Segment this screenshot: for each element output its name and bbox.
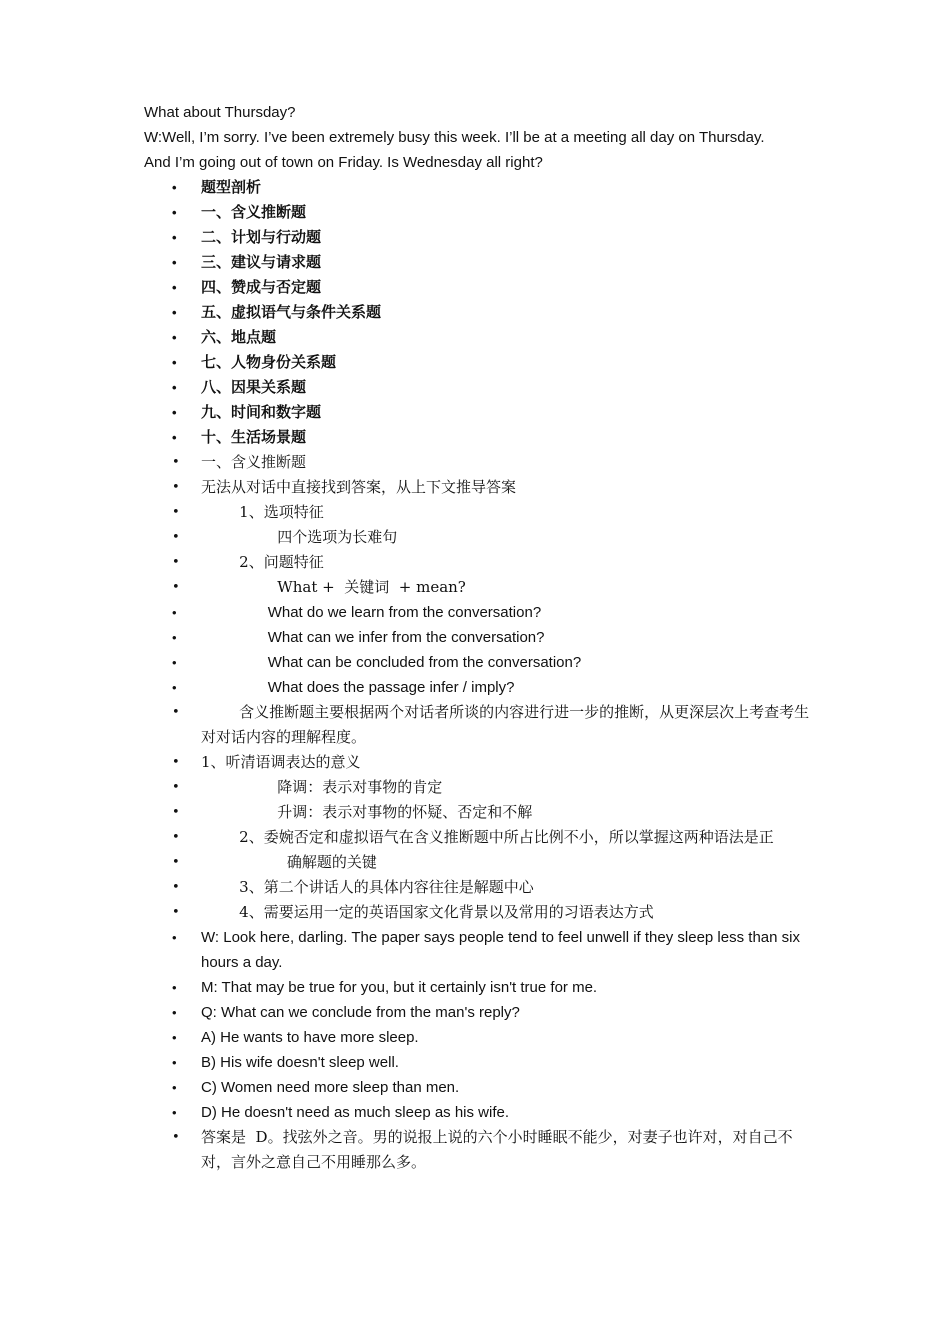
list-item — [144, 325, 814, 350]
list-item — [144, 925, 814, 975]
intro-line-3: And I’m going out of town on Friday. Is Wednesday all right? — [144, 154, 543, 171]
list-item-text: 十、生活场景题 — [201, 429, 307, 446]
list-item-text: 九、时间和数字题 — [201, 404, 322, 421]
list-item — [144, 550, 814, 575]
bullet-icon: • — [172, 180, 177, 195]
list-item-text: 七、人物身份关系题 — [201, 354, 337, 371]
list-item-text: 升调：表示对事物的怀疑、否定和不解 — [201, 803, 533, 821]
bullet-icon: • — [172, 330, 177, 345]
list-item — [144, 750, 814, 775]
list-item-text: M: That may be true for you, but it certainly isn't true for me. — [201, 979, 598, 996]
bullet-icon: • — [172, 555, 180, 570]
list-item — [144, 975, 814, 1000]
bullet-icon: • — [172, 1080, 177, 1095]
bullet-icon: • — [172, 1030, 177, 1045]
list-item-text: 确解题的关键 — [201, 853, 377, 871]
list-item-text: What do we learn from the conversation? — [201, 604, 542, 621]
list-item — [144, 275, 814, 300]
list-item — [144, 875, 814, 900]
list-item — [144, 225, 814, 250]
list-item-text: 一、含义推断题 — [201, 453, 307, 471]
bullet-icon: • — [172, 830, 180, 845]
bullet-icon: • — [172, 205, 177, 220]
list-item — [144, 1075, 814, 1100]
list-item — [144, 1050, 814, 1075]
list-item — [144, 250, 814, 275]
list-item — [144, 400, 814, 425]
list-item-text: 六、地点题 — [201, 329, 277, 346]
list-item — [144, 1125, 814, 1175]
list-item-text: What does the passage infer / imply? — [201, 679, 515, 696]
list-item-text: 2、问题特征 — [201, 553, 324, 571]
list-item — [144, 675, 814, 700]
bullet-icon: • — [172, 505, 180, 520]
list-item-text: 一、含义推断题 — [201, 204, 307, 221]
bullet-icon: • — [172, 480, 180, 495]
list-item — [144, 800, 814, 825]
bullet-list — [144, 175, 814, 1175]
list-item — [144, 200, 814, 225]
bullet-icon: • — [172, 305, 177, 320]
list-item-text: 二、计划与行动题 — [201, 229, 322, 246]
bullet-icon: • — [172, 1105, 177, 1120]
bullet-icon: • — [172, 1130, 180, 1145]
list-item — [144, 375, 814, 400]
list-item — [144, 775, 814, 800]
bullet-icon: • — [172, 805, 180, 820]
bullet-icon: • — [172, 255, 177, 270]
list-item — [144, 575, 814, 600]
list-item — [144, 625, 814, 650]
list-item-text: 四、赞成与否定题 — [201, 279, 322, 296]
list-item-text: 2、委婉否定和虚拟语气在含义推断题中所占比例不小，所以掌握这两种语法是正 — [201, 828, 774, 846]
bullet-icon: • — [172, 930, 177, 945]
bullet-icon: • — [172, 705, 180, 720]
bullet-icon: • — [172, 880, 180, 895]
list-item-text: 无法从对话中直接找到答案，从上下文推导答案 — [201, 478, 517, 496]
list-item-text: A) He wants to have more sleep. — [201, 1029, 419, 1046]
list-item — [144, 825, 814, 850]
list-item-text: What + 关键词 + mean? — [201, 578, 466, 596]
intro-line-1: What about Thursday? — [144, 104, 296, 121]
bullet-icon: • — [172, 680, 177, 695]
bullet-icon: • — [172, 530, 180, 545]
list-item — [144, 600, 814, 625]
list-item-text: 五、虚拟语气与条件关系题 — [201, 304, 382, 321]
list-item — [144, 1000, 814, 1025]
bullet-icon: • — [172, 455, 180, 470]
list-item-text: What can be concluded from the conversation? — [201, 654, 582, 671]
bullet-icon: • — [172, 1005, 177, 1020]
list-item-text: D) He doesn't need as much sleep as his wife. — [201, 1104, 510, 1121]
list-item-text: What can we infer from the conversation? — [201, 629, 545, 646]
bullet-icon: • — [172, 780, 180, 795]
list-item — [144, 900, 814, 925]
bullet-icon: • — [172, 1055, 177, 1070]
bullet-icon: • — [172, 380, 177, 395]
bullet-icon: • — [172, 405, 177, 420]
list-item-text: 八、因果关系题 — [201, 379, 307, 396]
list-item — [144, 700, 814, 750]
bullet-icon: • — [172, 605, 177, 620]
list-item — [144, 175, 814, 200]
list-item — [144, 850, 814, 875]
list-item — [144, 475, 814, 500]
list-item — [144, 450, 814, 475]
list-item-text: B) His wife doesn't sleep well. — [201, 1054, 399, 1071]
list-item-text: Q: What can we conclude from the man's reply? — [201, 1004, 520, 1021]
bullet-icon: • — [172, 655, 177, 670]
list-item — [144, 650, 814, 675]
bullet-icon: • — [172, 755, 180, 770]
list-item-text: C) Women need more sleep than men. — [201, 1079, 460, 1096]
list-item-text: 4、需要运用一定的英语国家文化背景以及常用的习语表达方式 — [201, 903, 654, 921]
list-item-text: W: Look here, darling. The paper says people tend to feel unwell if they sleep less than six hours a day. — [201, 929, 805, 971]
list-item — [144, 425, 814, 450]
list-item — [144, 1025, 814, 1050]
bullet-icon: • — [172, 630, 177, 645]
bullet-icon: • — [172, 855, 180, 870]
bullet-icon: • — [172, 430, 177, 445]
intro-line-2: W:Well, I’m sorry. I’ve been extremely busy this week. I’ll be at a meeting all day on Thursday. — [144, 129, 765, 146]
bullet-icon: • — [172, 905, 180, 920]
list-item-text: 1、选项特征 — [201, 503, 324, 521]
list-item-text: 含义推断题主要根据两个对话者所谈的内容进行进一步的推断，从更深层次上考查考生对对话内容的理解程度。 — [201, 703, 810, 746]
list-item — [144, 1100, 814, 1125]
list-item — [144, 525, 814, 550]
document-page — [144, 100, 814, 1175]
list-item-text: 答案是 D。找弦外之音。男的说报上说的六个小时睡眠不能少，对妻子也许对，对自己不对，言外之意自己不用睡那么多。 — [201, 1128, 793, 1171]
list-item-text: 三、建议与请求题 — [201, 254, 322, 271]
bullet-icon: • — [172, 355, 177, 370]
list-item-text: 四个选项为长难句 — [201, 528, 398, 546]
list-item-text: 降调：表示对事物的肯定 — [201, 778, 443, 796]
list-item-text: 题型剖析 — [201, 179, 262, 196]
bullet-icon: • — [172, 280, 177, 295]
list-item — [144, 300, 814, 325]
list-item — [144, 500, 814, 525]
list-item-text: 1、听清语调表达的意义 — [201, 753, 361, 771]
list-item — [144, 350, 814, 375]
bullet-icon: • — [172, 980, 177, 995]
bullet-icon: • — [172, 580, 180, 595]
bullet-icon: • — [172, 230, 177, 245]
list-item-text: 3、第二个讲话人的具体内容往往是解题中心 — [201, 878, 534, 896]
